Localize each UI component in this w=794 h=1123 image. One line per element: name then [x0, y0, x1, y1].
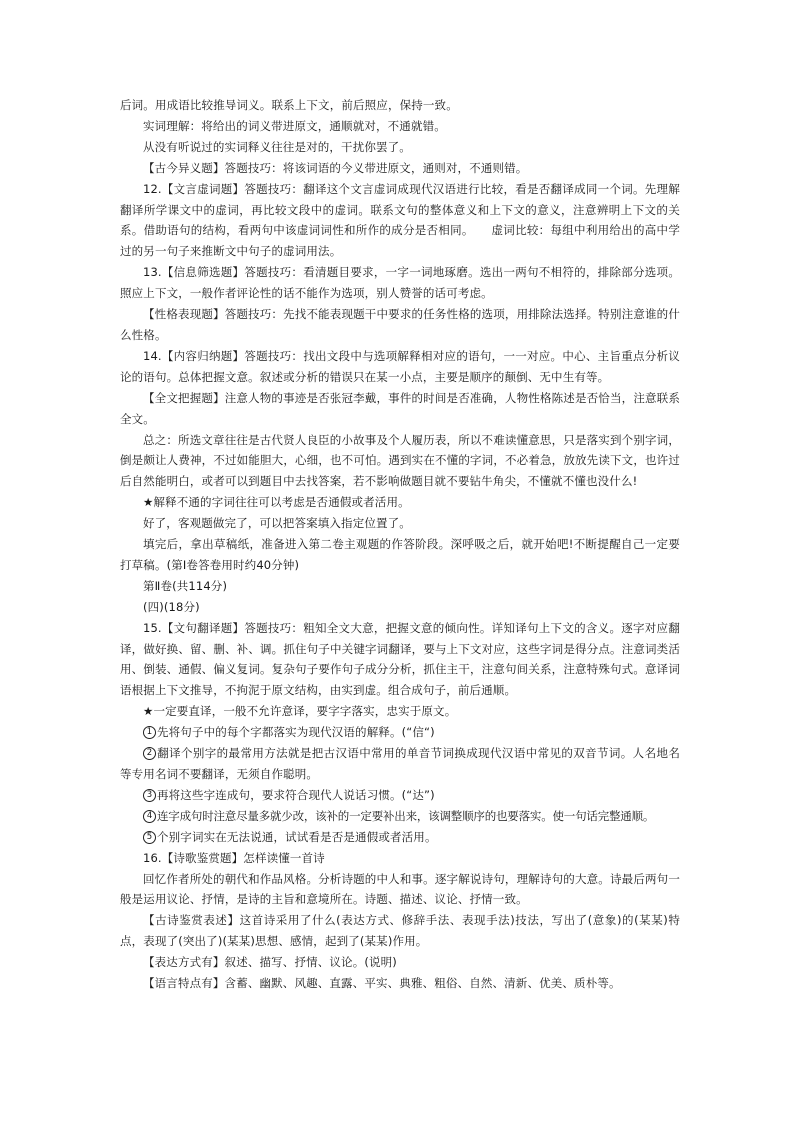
paragraph-text: 【古诗鉴赏表述】这首诗采用了什么(表达方式、修辞手法、表现手法)技法，写出了(意象)的(某某)特点，表现了(突出了)(某某)思想、感情，起到了(某某)作用。 — [120, 913, 680, 949]
paragraph — [120, 848, 680, 869]
paragraph-text: 实词理解：将给出的词义带进原文，通顺就对，不通就错。 — [143, 118, 446, 133]
paragraph — [120, 346, 680, 388]
paragraph-text: 翻译个别字的最常用方法就是把古汉语中常用的单音节词换成现代汉语中常见的双音节词。人名地名等专用名词不要翻译，无须自作聪明。 — [120, 746, 680, 781]
paragraph — [120, 534, 680, 576]
paragraph-text: ★一定要直译，一般不允许意译，要字字落实，忠实于原文。 — [143, 704, 457, 719]
paragraph-text: 好了，客观题做完了，可以把答案填入指定位置了。 — [143, 516, 411, 531]
paragraph-text: 【古今异义题】答题技巧：将该词语的今义带进原文，通则对，不通则错。 — [143, 160, 528, 175]
paragraph — [120, 116, 680, 137]
paragraph-text: 从没有听说过的实词释义往往是对的，干扰你罢了。 — [143, 139, 411, 154]
circled-number: 5 — [143, 831, 156, 844]
paragraph-text: 再将这些字连成句，要求符合现代人说话习惯。(“达”) — [157, 787, 435, 802]
paragraph-text: 【性格表现题】答题技巧：先找不能表现题干中要求的任务性格的选项，用排除法选择。特别注意谁的什么性格。 — [120, 307, 680, 342]
paragraph — [120, 973, 680, 994]
numbered-step — [120, 806, 680, 827]
numbered-step — [120, 722, 680, 743]
paragraph — [120, 158, 680, 179]
paragraph — [120, 701, 680, 722]
circled-number: 4 — [143, 810, 156, 823]
paragraph-text: 【表达方式有】叙述、描写、抒情、议论。(说明) — [143, 955, 397, 970]
paragraph — [120, 304, 680, 346]
paragraph-text: 16.【诗歌鉴赏题】怎样读懂一首诗 — [143, 850, 325, 865]
paragraph-text: (四)(18分) — [143, 599, 200, 614]
paragraph — [120, 388, 680, 430]
paragraph — [120, 618, 680, 702]
paragraph-text: 【全文把握题】注意人物的事迹是否张冠李戴，事件的时间是否准确，人物性格陈述是否恰当，注意联系全文。 — [120, 390, 680, 426]
paragraph-text: 连字成句时注意尽量多就少改，该补的一定要补出来，该调整顺序的也要落实。使一句话完整通顺。 — [157, 808, 655, 823]
paragraph — [120, 492, 680, 513]
paragraph-text: 【语言特点有】含蓄、幽默、风趣、直露、平实、典雅、粗俗、自然、清新、优美、质朴等。 — [143, 976, 621, 991]
paragraph-text: 先将句子中的每个字都落实为现代汉语的解释。(“信“) — [157, 725, 435, 740]
numbered-step — [120, 827, 680, 848]
paragraph — [120, 137, 680, 158]
paragraph-text: 13.【信息筛选题】答题技巧：看清题目要求，一字一词地琢磨。选出一两句不相符的，排除部分选项。照应上下文，一般作者评论性的话不能作为选项，别人赞誉的话可考虑。 — [120, 265, 680, 301]
paragraph — [120, 95, 680, 116]
paragraph — [120, 576, 680, 597]
paragraph-text: 个别字词实在无法说通，试试看是否是通假或者活用。 — [157, 829, 437, 844]
circled-number: 2 — [143, 747, 156, 760]
paragraph-text: 总之：所选文章往往是古代贤人良臣的小故事及个人履历表，所以不难读懂意思，只是落实到个别字词，倒是颇让人费神，不过如能胆大，心细，也不可怕。遇到实在不懂的字词，不必着急，放放先读下文，也许过后自然能明白，或者可以到题目中去找答案，若不影响做题目就不要钻牛角尖，不懂就不懂也没什么! — [120, 432, 680, 489]
paragraph-text: ★解释不通的字词往往可以考虑是否通假或者活用。 — [143, 495, 410, 510]
document-body — [120, 95, 680, 994]
circled-number: 1 — [143, 726, 156, 739]
circled-number: 3 — [143, 789, 156, 802]
paragraph — [120, 869, 680, 911]
paragraph-text: 15.【文句翻译题】答题技巧：粗知全文大意，把握文意的倾向性。详知译句上下文的含义。逐字对应翻译，做好换、留、删、补、调。抓住句子中关键字词翻译，要与上下文对应，这些字词是得分点。注意词类活用、倒装、通假、偏义复词。复杂句子要作句子成分分析，抓住主干，注意句间关系，注意特殊句式。意译词语根据上下文推导，不拘泥于原文结构，由实到虚。组合成句子，前后通顺。 — [120, 620, 680, 698]
paragraph-text: 12.【文言虚词题】答题技巧：翻译这个文言虚词成现代汉语进行比较，看是否翻译成同一个词。先理解翻译所学课文中的虚词，再比较文段中的虚词。联系文句的整体意义和上下文的意义，注意辨明上下文的关系。借助语句的结构，看两句中该虚词词性和所作的成分是否相同。 虚词比较：每组中利用给出的高中学过的另一句子来推断文中句子的虚词用法。 — [120, 181, 680, 259]
paragraph-text: 回忆作者所处的朝代和作品风格。分析诗题的中人和事。逐字解说诗句，理解诗句的大意。诗最后两句一般是运用议论、抒情，是诗的主旨和意境所在。诗题、描述、议论、抒情一致。 — [120, 871, 680, 907]
paragraph — [120, 910, 680, 952]
numbered-step — [120, 785, 680, 806]
paragraph — [120, 597, 680, 618]
paragraph — [120, 513, 680, 534]
numbered-step — [120, 743, 680, 785]
paragraph — [120, 179, 680, 263]
paragraph-text: 第Ⅱ卷(共114分) — [143, 578, 228, 593]
paragraph-text: 填完后，拿出草稿纸，准备进入第二卷主观题的作答阶段。深呼吸之后，就开始吧!不断提醒自己一定要打草稿。(第Ⅰ卷答卷用时约40分钟) — [120, 537, 680, 572]
paragraph — [120, 262, 680, 304]
paragraph-text: 14.【内容归纳题】答题技巧：找出文段中与选项解释相对应的语句，一一对应。中心、主旨重点分析议论的语句。总体把握文意。叙述或分析的错误只在某一小点，主要是顺序的颠倒、无中生有等。 — [120, 348, 680, 384]
paragraph — [120, 430, 680, 493]
paragraph-text: 后词。用成语比较推导词义。联系上下文，前后照应，保持一致。 — [120, 98, 458, 112]
paragraph — [120, 952, 680, 973]
